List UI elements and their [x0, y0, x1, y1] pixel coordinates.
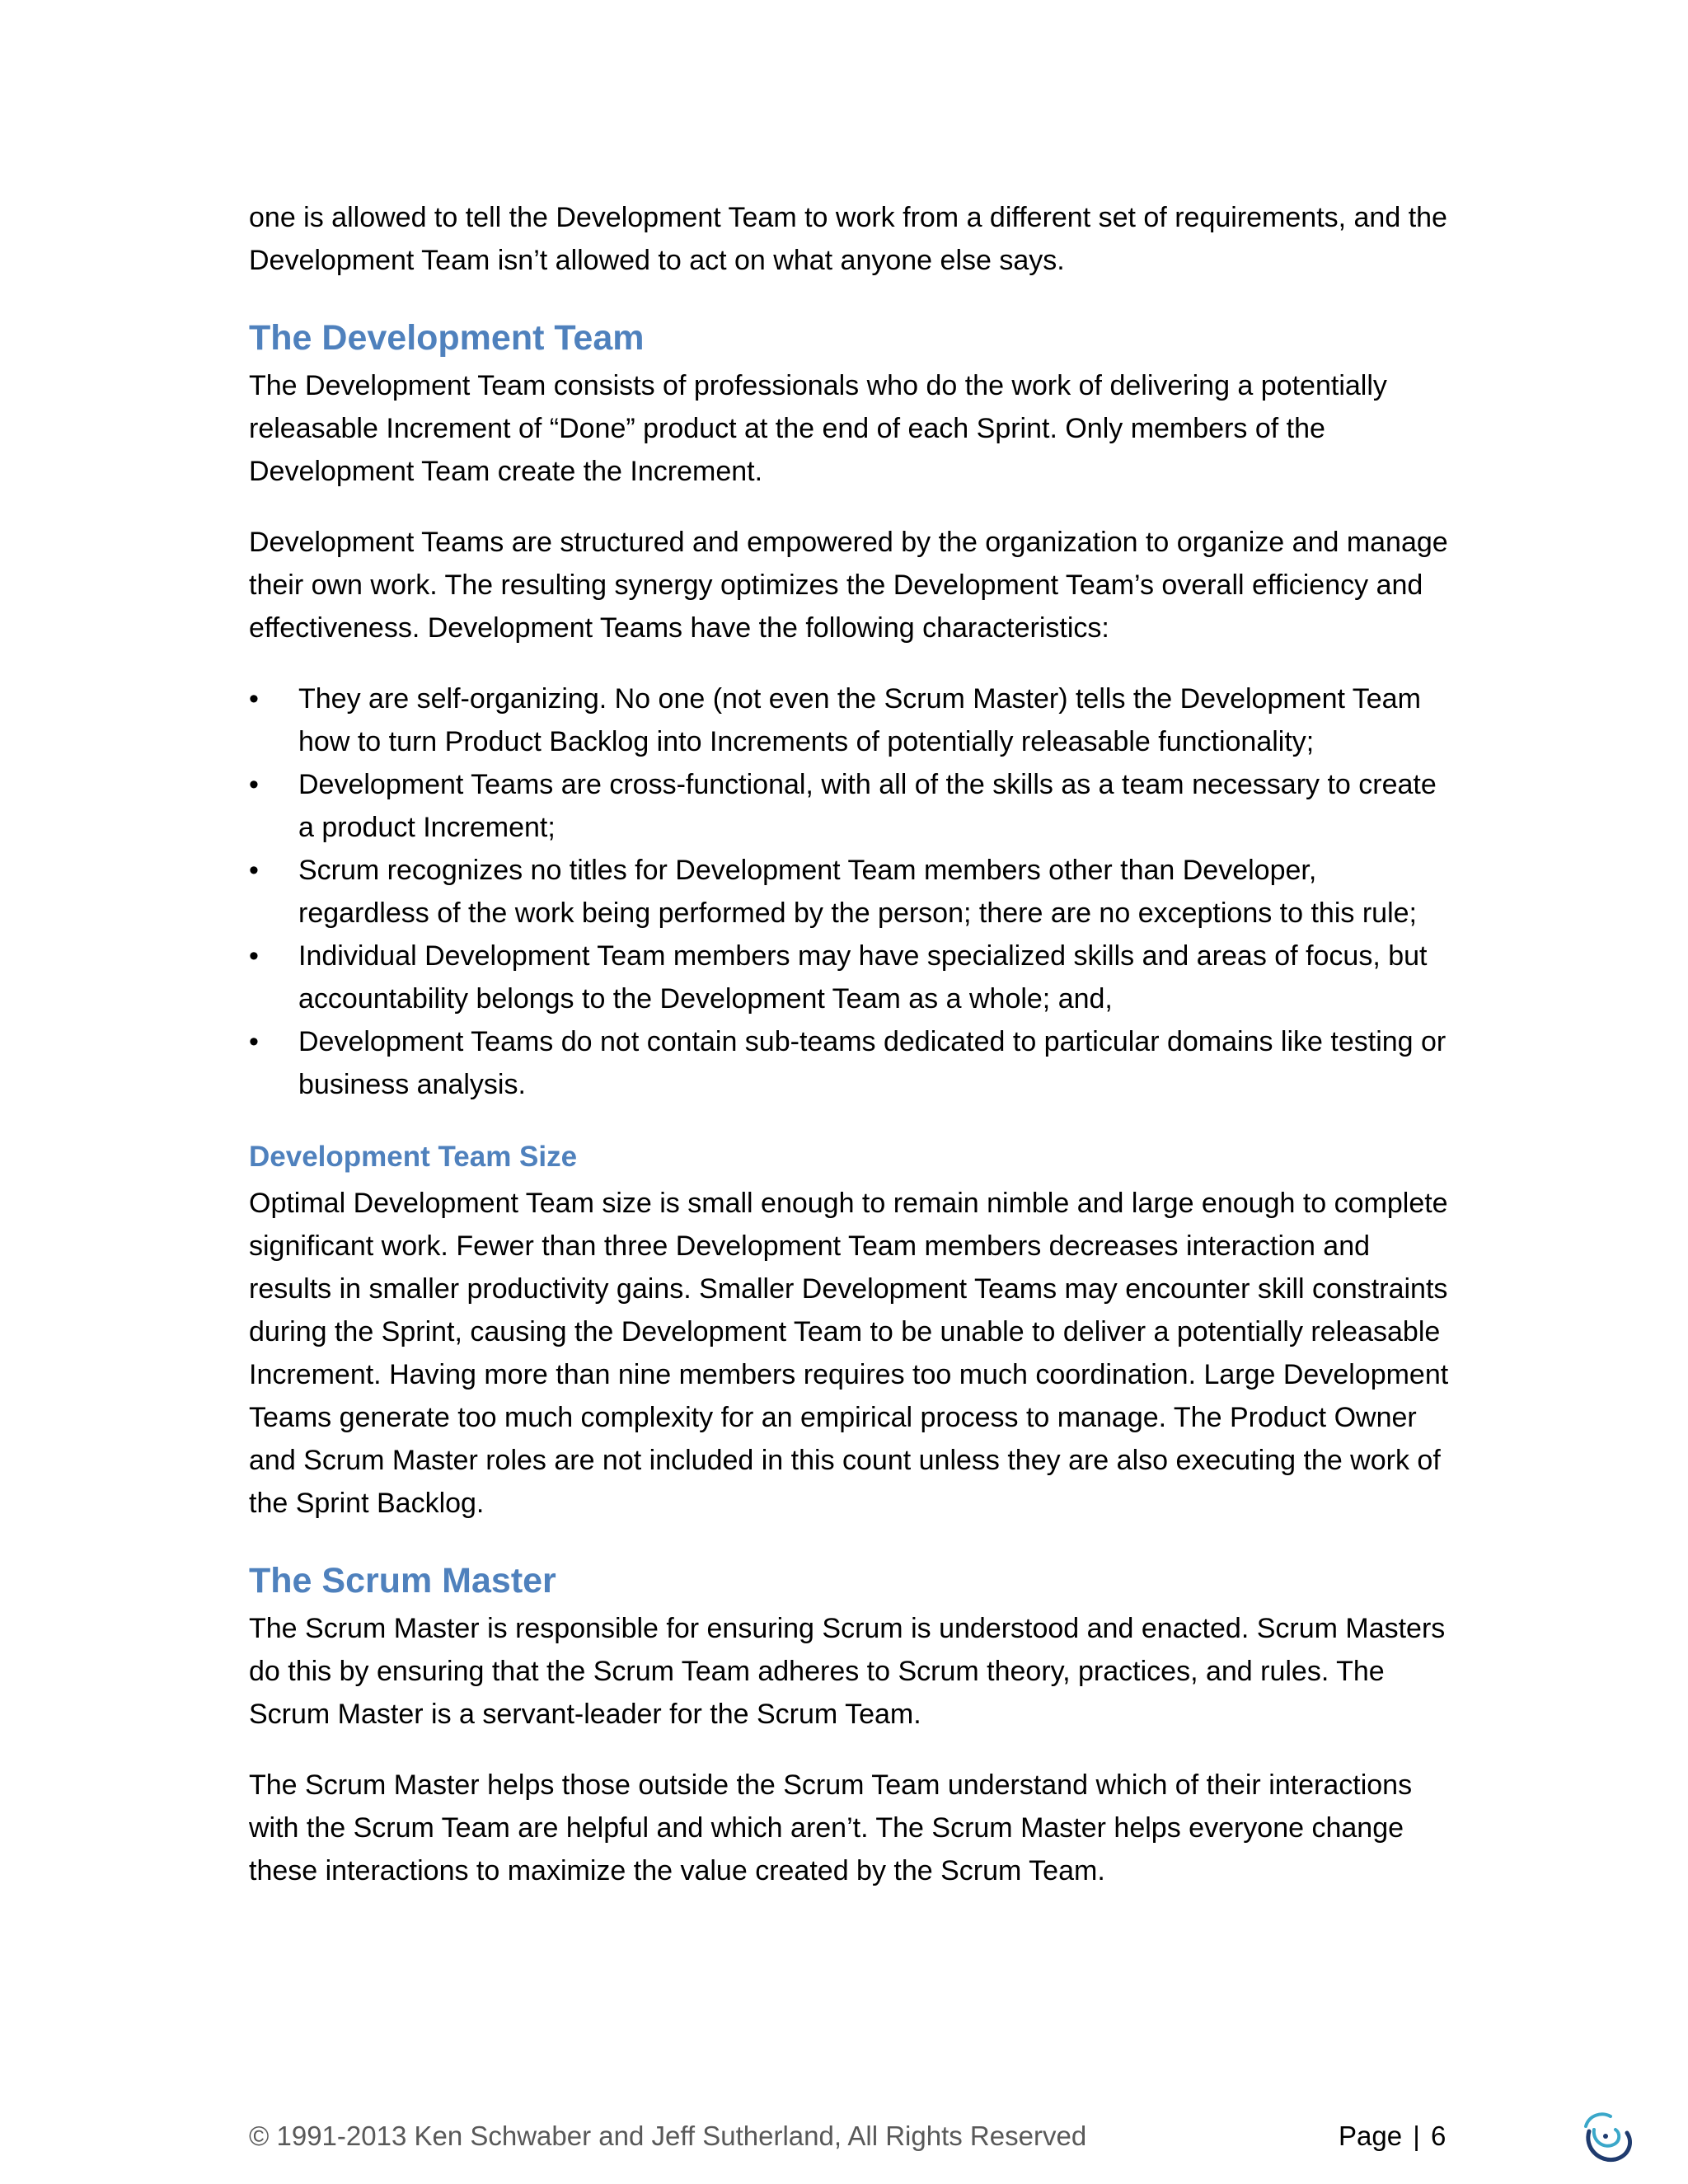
- team-size-paragraph: Optimal Development Team size is small enough to remain nimble and large enough to complete significant work. Fewer than three Development Team members decreases interaction and results in smaller productivity gains. Smaller Development Teams may encounter skill constraints during the Sprint, causing the Development Team to be unable to deliver a potentially releasable Increment. Having more than nine members requires too much coordination. Large Development Teams generate too much complexity for an empirical process to manage. The Product Owner and Scrum Master roles are not included in this count unless they are also executing the work of the Sprint Backlog.: [249, 1188, 1449, 1519]
- scrum-master-paragraph-1: The Scrum Master is responsible for ensuring Scrum is understood and enacted. Scrum Masters do this by ensuring that the Scrum Team adheres to Scrum theory, practices, and rules. The Scrum Master is a servant-leader for the Scrum Team.: [249, 1613, 1446, 1730]
- logo-dot: [1603, 2134, 1608, 2139]
- page-number: 6: [1431, 2121, 1447, 2151]
- dev-team-paragraph-1: The Development Team consists of professionals who do the work of delivering a potentially releasable Increment of “Done” product at the end of each Sprint. Only members of the Development Team create the Increment.: [249, 370, 1387, 487]
- list-item-text: Individual Development Team members may have specialized skills and areas of focus, but accountability belongs to the Development Team as a whole; and,: [298, 940, 1428, 1015]
- list-item: [249, 849, 1452, 935]
- list-item: [249, 677, 1452, 763]
- page-label: Page: [1339, 2121, 1403, 2151]
- intro-paragraph: one is allowed to tell the Development Team to work from a different set of requirements, and the Development Team isn’t allowed to act on what anyone else says.: [249, 202, 1447, 276]
- scrum-swirl-logo-icon: [1578, 2107, 1637, 2166]
- heading-development-team-size: Development Team Size: [249, 1141, 578, 1173]
- list-item-text: Scrum recognizes no titles for Development Team members other than Developer, regardless of the work being performed by the person; there are no exceptions to this rule;: [298, 855, 1417, 929]
- copyright-notice: © 1991-2013 Ken Schwaber and Jeff Sutherland, All Rights Reserved: [249, 2121, 1087, 2151]
- heading-development-team: The Development Team: [249, 318, 645, 358]
- list-item-text: Development Teams are cross-functional, with all of the skills as a team necessary to create a product Increment;: [298, 769, 1437, 843]
- page-footer: [249, 2116, 1452, 2156]
- list-item-text: They are self-organizing. No one (not even the Scrum Master) tells the Development Team how to turn Product Backlog into Increments of potentially releasable functionality;: [298, 683, 1421, 757]
- page-separator: |: [1413, 2121, 1420, 2151]
- list-item: [249, 935, 1452, 1020]
- bullet-icon: •: [249, 1026, 259, 1057]
- logo-top-swoosh: [1586, 2114, 1611, 2126]
- bullet-icon: •: [249, 683, 259, 715]
- dev-team-paragraph-2: Development Teams are structured and empowered by the organization to organize and manage their own work. The resulting synergy optimizes the Development Team’s overall efficiency and effectiveness. Development Teams have the following characteristics:: [249, 527, 1448, 644]
- list-item: [249, 1020, 1452, 1106]
- page-number-block: [1339, 2116, 1446, 2156]
- bullet-icon: •: [249, 855, 259, 886]
- characteristics-list: [249, 677, 1452, 1106]
- list-item: [249, 763, 1452, 849]
- bullet-icon: •: [249, 940, 259, 972]
- scrum-master-paragraph-2: The Scrum Master helps those outside the Scrum Team understand which of their interactions with the Scrum Team are helpful and which aren’t. The Scrum Master helps everyone change these interactions to maximize the value created by the Scrum Team.: [249, 1769, 1413, 1886]
- bullet-icon: •: [249, 769, 259, 800]
- document-body: [249, 196, 1452, 1892]
- heading-scrum-master: The Scrum Master: [249, 1561, 556, 1601]
- list-item-text: Development Teams do not contain sub-teams dedicated to particular domains like testing or business analysis.: [298, 1026, 1447, 1100]
